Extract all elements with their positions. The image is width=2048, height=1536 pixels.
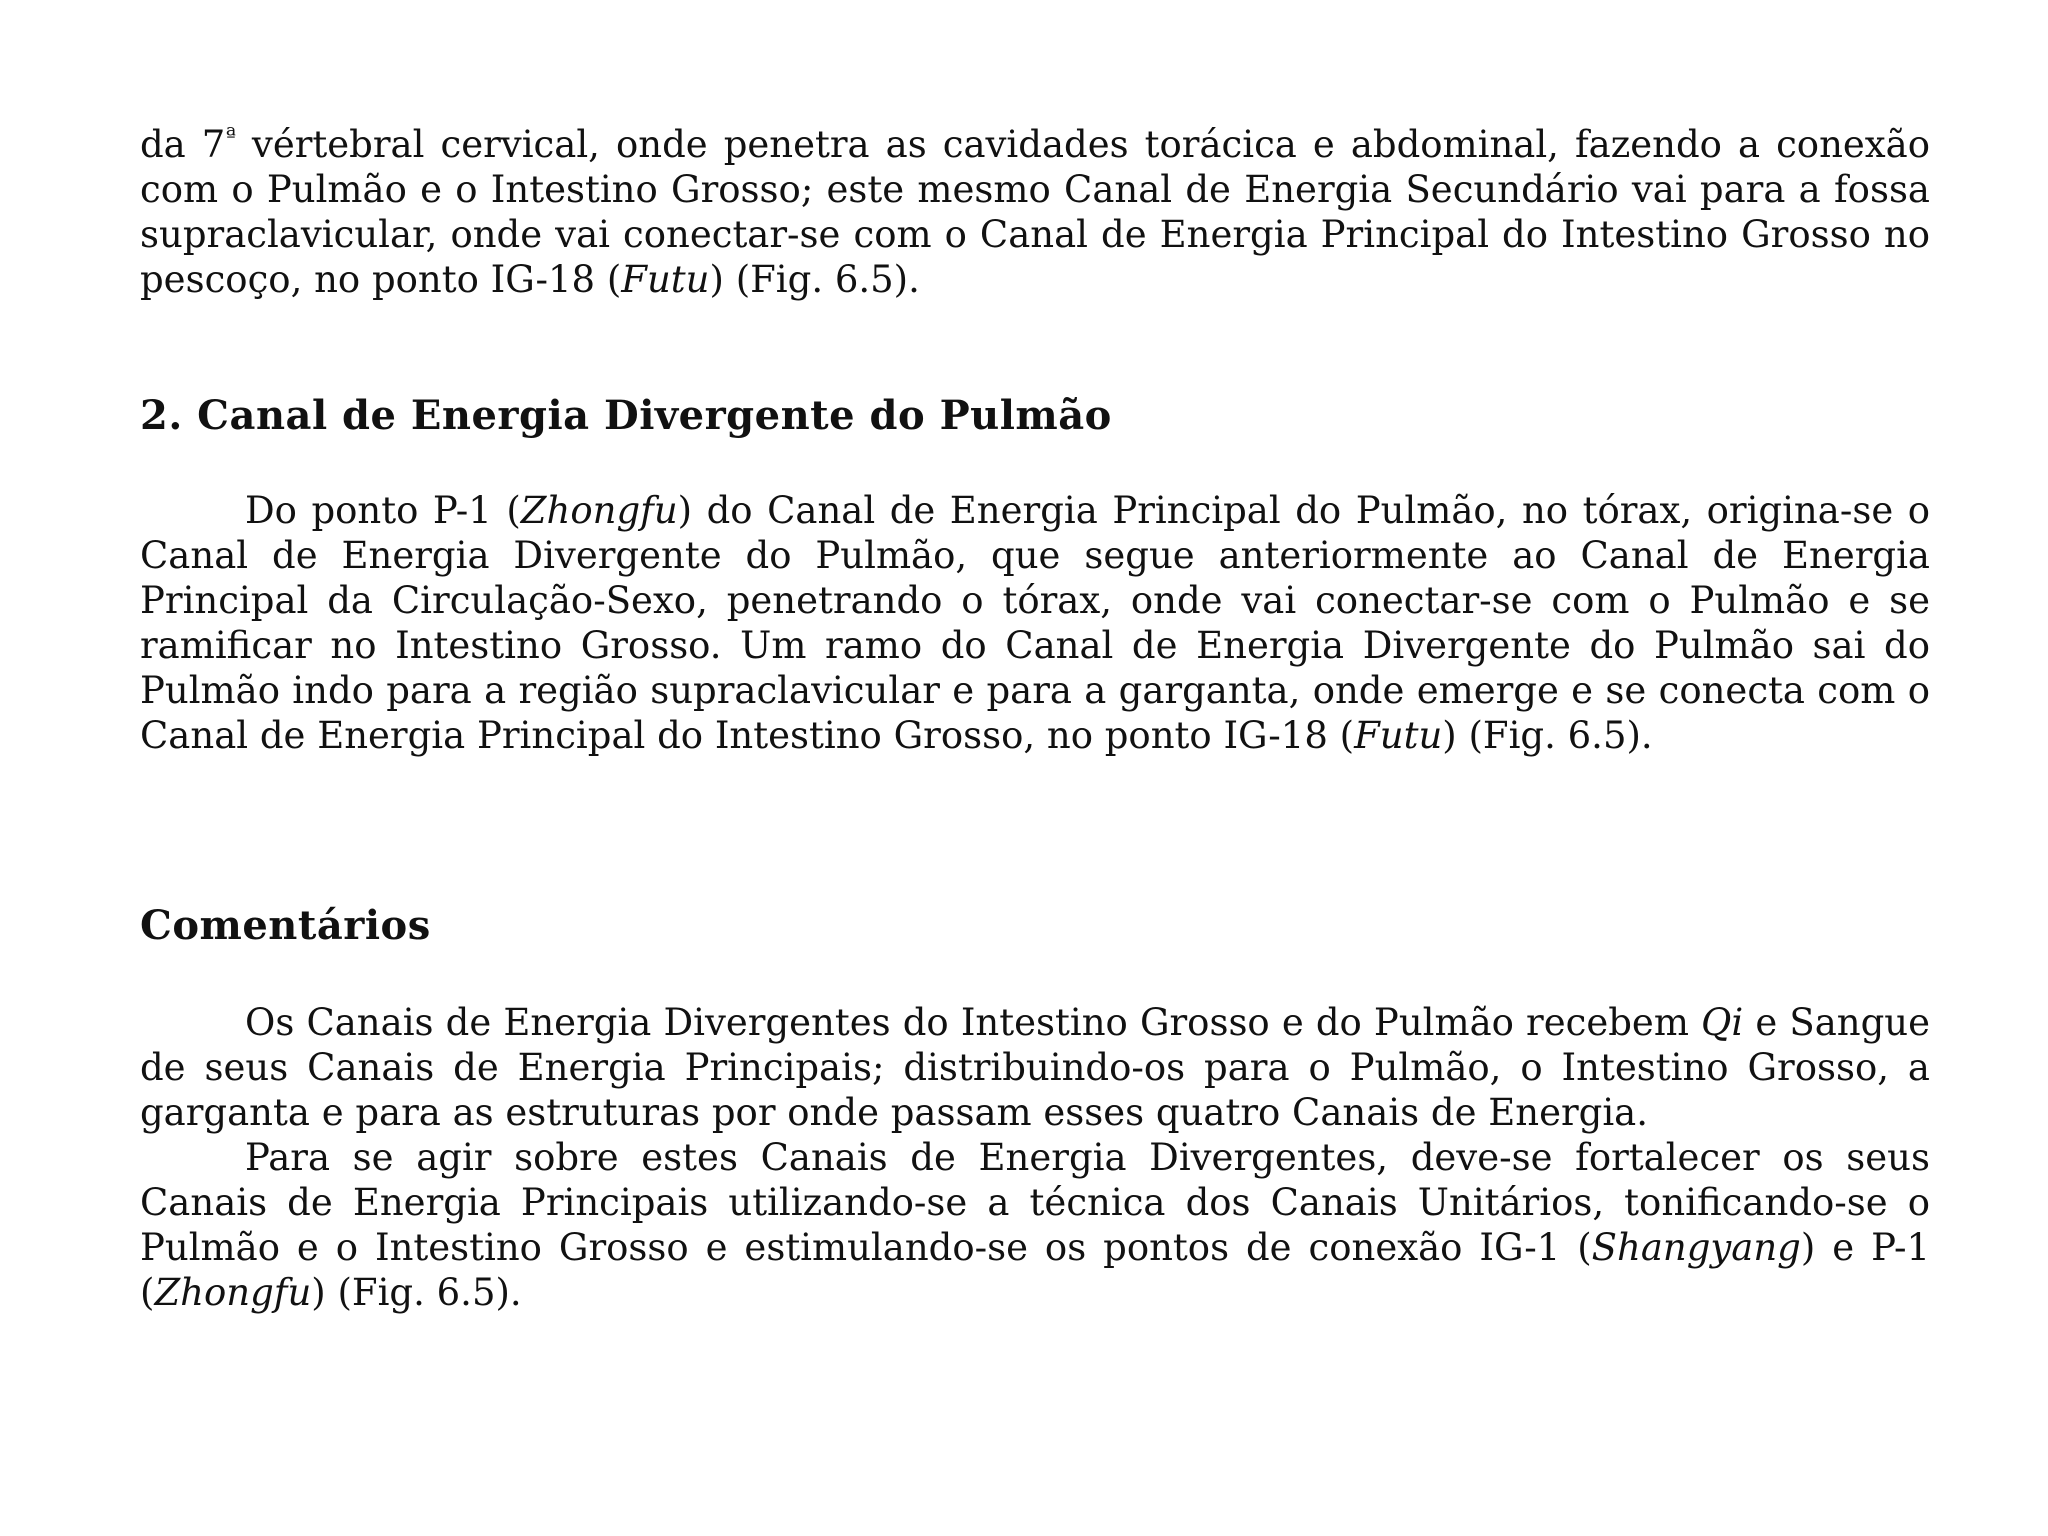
paragraph-continuation xyxy=(140,122,1930,302)
comments-heading xyxy=(140,902,1930,950)
section-title-comments: Comentários xyxy=(140,902,431,949)
section-heading xyxy=(140,392,1930,440)
body-paragraph: Os Canais de Energia Divergentes do Intestino Grosso e do Pulmão recebem Qi e Sangue de seus Canais de Energia Principais; distribuindo-os para o Pulmão, o Intestino Grosso, a garganta e para as estruturas por onde passam esses quatro Canais de Energia. xyxy=(140,1001,1930,1134)
section-paragraph xyxy=(140,488,1930,758)
body-paragraph: Para se agir sobre estes Canais de Energia Divergentes, deve-se fortalecer os seus Canais de Energia Principais utilizando-se a técnica dos Canais Unitários, tonificando-se o Pulmão e o Intestino Grosso e estimulando-se os pontos de conexão IG-1 (Shangyang) e P-1 (Zhongfu) (Fig. 6.5). xyxy=(140,1136,1930,1314)
section-title-lung-divergent-channel: 2. Canal de Energia Divergente do Pulmão xyxy=(140,392,1112,439)
body-paragraph: Do ponto P-1 (Zhongfu) do Canal de Energia Principal do Pulmão, no tórax, origina-se o Canal de Energia Divergente do Pulmão, que segue anteriormente ao Canal de Energia Principal da Circulação-Sexo, penetrando o tórax, onde vai conectar-se com o Pulmão e se ramificar no Intestino Grosso. Um ramo do Canal de Energia Divergente do Pulmão sai do Pulmão indo para a região supraclavicular e para a garganta, onde emerge e se conecta com o Canal de Energia Principal do Intestino Grosso, no ponto IG-18 (Futu) (Fig. 6.5). xyxy=(140,489,1931,757)
body-paragraph: da $7^ª$ vértebral cervical, onde penetra as cavidades torácica e abdominal, fazendo a conexão com o Pulmão e o Intestino Grosso; este mesmo Canal de Energia Secundário vai para a fossa supraclavicular, onde vai conectar-se com o Canal de Energia Principal do Intestino Grosso no pescoço, no ponto IG-18 (Futu) (Fig. 6.5). xyxy=(140,123,1931,301)
comments-paragraphs xyxy=(140,1000,1930,1315)
